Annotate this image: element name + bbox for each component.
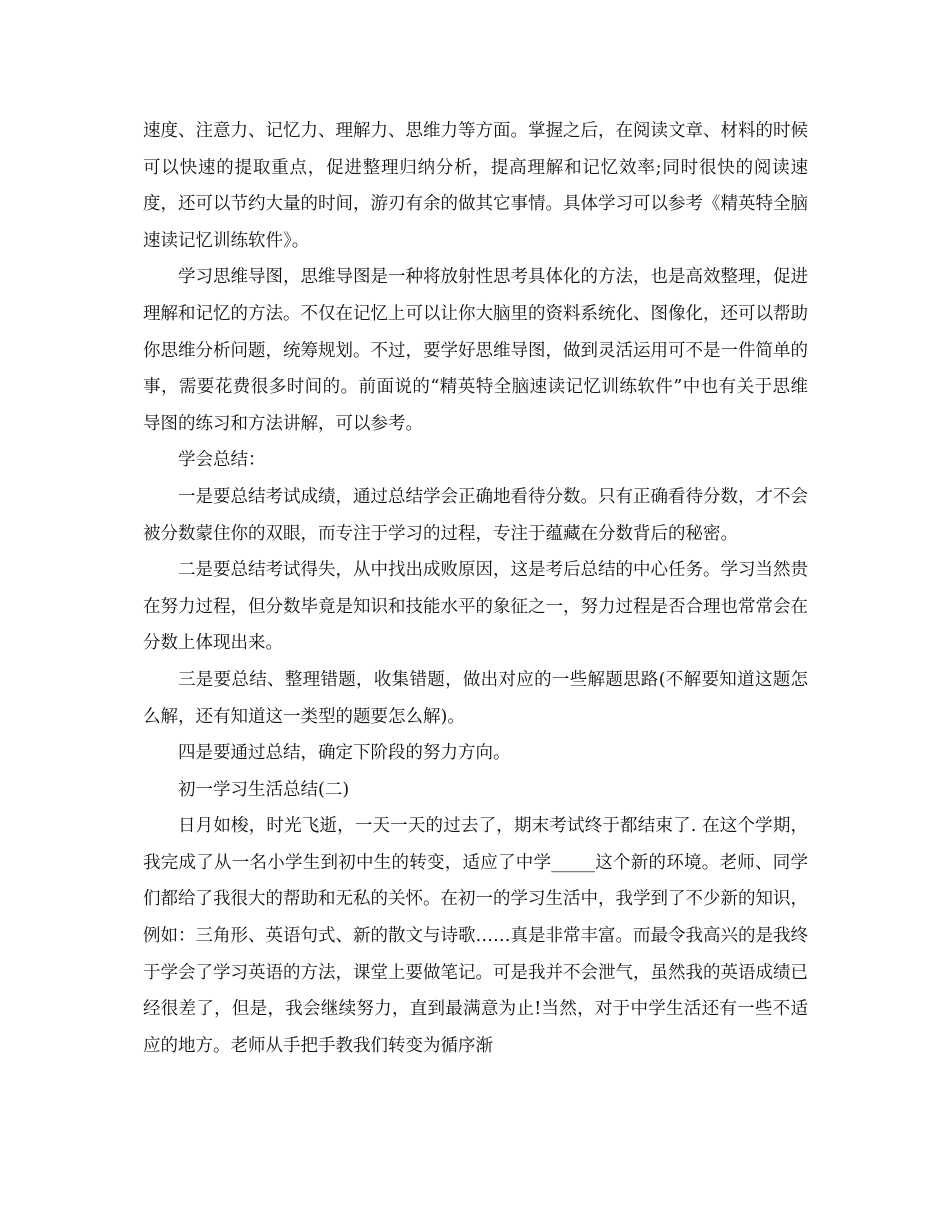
paragraph-speed-reading: 速度、注意力、记忆力、理解力、思维力等方面。掌握之后，在阅读文章、材料的时候可以快速的提取重点，促进整理归纳分析，提高理解和记忆效率;同时很快的阅读速度，还可以节约大量的时间，游刃有余的做其它事情。具体学习可以参考《精英特全脑速读记忆训练软件》。	[143, 121, 808, 251]
paragraph-summary-scores: 一是要总结考试成绩，通过总结学会正确地看待分数。只有正确看待分数，才不会被分数蒙住你的双眼，而专注于学习的过程，专注于蕴藏在分数背后的秘密。	[143, 486, 808, 544]
paragraph-mind-map: 学习思维导图，思维导图是一种将放射性思考具体化的方法，也是高效整理，促进理解和记忆的方法。不仅在记忆上可以让你大脑里的资料系统化、图像化，还可以帮助你思维分析问题，统筹规划。不过，要学好思维导图，做到灵活运用可不是一件简单的事，需要花费很多时间的。前面说的“精英特全脑速读记忆训练软件”中也有关于思维导图的练习和方法讲解，可以参考。	[143, 267, 808, 434]
paragraph-learn-summary-heading: 学会总结：	[178, 450, 266, 471]
paragraph-semester-reflection: 日月如梭，时光飞逝，一天一天的过去了，期末考试终于都结束了. 在这个学期，我完成了从一名小学生到初中生的转变，适应了中学_____这个新的环境。老师、同学们都给了我很大的帮助和无私的关怀。在初一的学习生活中，我学到了不少新的知识，例如：三角形、英语句式、新的散文与诗歌……真是非常丰富。而最令我高兴的是我终于学会了学习英语的方法，课堂上要做笔记。可是我并不会泄气，虽然我的英语成绩已经很差了，但是，我会继续努力，直到最满意为止!当然，对于中学生活还有一些不适应的地方。老师从手把手教我们转变为循序渐	[143, 816, 808, 1056]
paragraph-summary-gains-losses: 二是要总结考试得失，从中找出成败原因，这是考后总结的中心任务。学习当然贵在努力过程，但分数毕竟是知识和技能水平的象征之一，努力过程是否合理也常常会在分数上体现出来。	[143, 560, 808, 654]
document-body	[143, 113, 808, 1064]
paragraph-summary-mistakes: 三是要总结、整理错题，收集错题，做出对应的一些解题思路(不解要知道这题怎么解，还有知道这一类型的题要怎么解)。	[143, 669, 808, 727]
paragraph-summary-direction: 四是要通过总结，确定下阶段的努力方向。	[178, 743, 511, 764]
section-title-study-life-2: 初一学习生活总结(二)	[178, 779, 350, 800]
